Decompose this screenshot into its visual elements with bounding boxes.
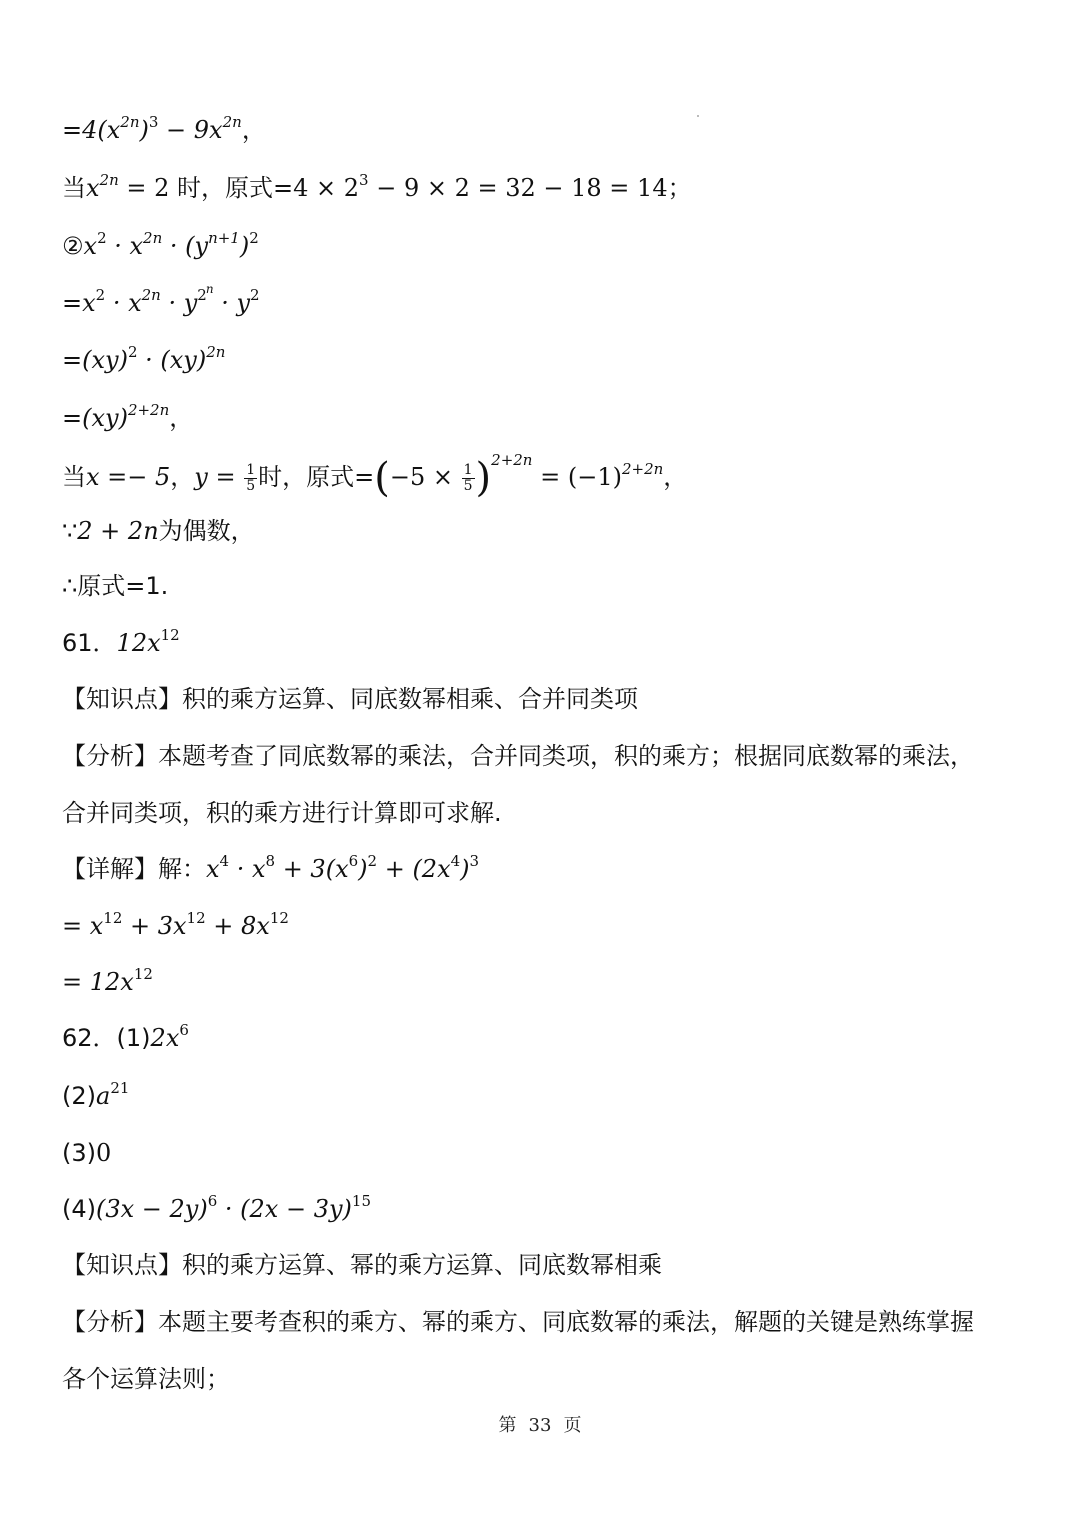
- part-number: (2): [62, 1082, 96, 1110]
- fraction: [462, 463, 475, 494]
- exponent: 2: [95, 286, 106, 304]
- analysis-62-line-2: [62, 1363, 230, 1395]
- exponent: 2+2n: [621, 460, 664, 478]
- exponent: 6: [348, 852, 359, 870]
- because-symbol: ∵: [62, 517, 78, 545]
- math: −5 ×: [389, 463, 453, 491]
- math: · (2x − 3y): [217, 1195, 352, 1223]
- math: · x: [105, 289, 142, 317]
- math: 2 + 2n: [77, 517, 159, 545]
- math: · (xy): [137, 346, 207, 374]
- exponent: 3: [148, 113, 159, 131]
- solution-61-line-1: [62, 853, 479, 885]
- math: (3x − 2y): [96, 1195, 208, 1223]
- equation-line-1: [62, 114, 266, 146]
- equation-line-6: [62, 402, 193, 434]
- fraction: [244, 463, 257, 494]
- exponent: 4: [450, 852, 461, 870]
- math: + 3(x: [275, 855, 349, 883]
- question-61-answer: [62, 627, 180, 659]
- math: · (y: [162, 232, 209, 260]
- math: 4(x: [82, 116, 121, 144]
- math: = 12x: [62, 968, 134, 996]
- equation-line-4: [62, 282, 260, 319]
- math: · y: [160, 289, 198, 317]
- math: ): [139, 116, 149, 144]
- knowledge-point-62: [62, 1249, 662, 1281]
- question-62-answer-4: [62, 1193, 371, 1225]
- scan-speck: [697, 115, 699, 117]
- question-62-answer-3: [62, 1137, 111, 1169]
- analysis-62-line-1: [62, 1306, 974, 1338]
- text: 【知识点】积的乘方运算、同底数幂相乘、合并同类项: [62, 685, 638, 713]
- math: x: [86, 174, 100, 202]
- exponent: 2: [127, 343, 138, 361]
- exponent: 3: [359, 171, 369, 189]
- text: =: [62, 404, 83, 432]
- exponent: 4: [219, 852, 230, 870]
- question-62-answer-2: [62, 1080, 129, 1112]
- footer-suffix: 页: [563, 1415, 582, 1436]
- question-number: 61．: [62, 629, 117, 657]
- math: = (−1): [532, 463, 622, 491]
- math: y =: [194, 463, 236, 491]
- text: =: [62, 346, 83, 374]
- exponent: 2: [250, 286, 260, 304]
- math: x =− 5: [86, 463, 171, 491]
- text: 各个运算法则；: [62, 1365, 230, 1393]
- math: x: [206, 855, 220, 883]
- exponent: 12: [160, 626, 180, 644]
- text-line-9: [62, 570, 168, 602]
- exponent: 21: [110, 1079, 130, 1097]
- circled-number: ②: [62, 232, 84, 260]
- equation-line-3: [62, 230, 259, 262]
- text: =: [62, 289, 83, 317]
- exponent: 2n: [143, 229, 163, 247]
- question-62-answer-1: [62, 1022, 189, 1054]
- exponent: 2: [367, 852, 378, 870]
- exponent: 12: [133, 965, 153, 983]
- analysis-61-line-2: [62, 797, 502, 829]
- text: 为偶数，: [158, 517, 255, 545]
- denominator: 5: [463, 477, 473, 494]
- solution-61-line-3: [62, 966, 153, 998]
- exponent: 12: [269, 909, 289, 927]
- exponent: 12: [103, 909, 123, 927]
- exponent: 2n: [222, 113, 242, 131]
- exponent: 2+2n: [491, 451, 533, 469]
- text: 【知识点】积的乘方运算、幂的乘方运算、同底数幂相乘: [62, 1251, 662, 1279]
- math: · y: [213, 289, 251, 317]
- text: ；: [667, 174, 692, 202]
- text: 【分析】本题考查了同底数幂的乘法，合并同类项，积的乘方；根据同底数幂的乘法，: [62, 742, 974, 770]
- analysis-61-line-1: [62, 740, 974, 772]
- exponent: 8: [265, 852, 276, 870]
- exponent: 3: [469, 852, 480, 870]
- math: 4 × 2: [293, 174, 360, 202]
- equation-line-5: [62, 344, 225, 376]
- page-number-footer: [0, 1411, 1080, 1437]
- text: ，: [241, 116, 266, 144]
- text: ，: [169, 404, 194, 432]
- exponent: 2: [197, 286, 207, 304]
- text: =: [62, 116, 83, 144]
- math: a: [96, 1082, 111, 1110]
- page-number: 33: [528, 1415, 552, 1436]
- math: ): [239, 232, 250, 260]
- equation-line-2: [62, 172, 692, 204]
- left-paren: (: [374, 455, 390, 501]
- exponent: 2+2n: [127, 401, 170, 419]
- exponent: n+1: [208, 229, 240, 247]
- exponent: 2n: [141, 286, 161, 304]
- text: 时，原式=: [258, 463, 375, 491]
- text: 合并同类项，积的乘方进行计算即可求解.: [62, 799, 502, 827]
- numerator: 1: [246, 461, 256, 478]
- numerator: 1: [463, 461, 473, 478]
- text-line-8: [62, 515, 255, 547]
- denominator: 5: [246, 477, 256, 494]
- part-number: (3): [62, 1139, 96, 1167]
- exponent: 2: [97, 229, 107, 247]
- exponent: 2n: [99, 171, 119, 189]
- math: x: [83, 232, 98, 260]
- math: 12x: [116, 629, 161, 657]
- text: 【详解】解：: [62, 855, 206, 883]
- math: 0: [96, 1139, 112, 1167]
- math: ): [358, 855, 368, 883]
- math: x: [82, 289, 96, 317]
- footer-prefix: 第: [498, 1415, 517, 1436]
- math: = 2: [118, 174, 178, 202]
- text: 当: [62, 174, 86, 202]
- exponent: 15: [351, 1192, 371, 1210]
- exponent: 2n: [120, 113, 140, 131]
- exponent: 6: [179, 1021, 189, 1039]
- text: ，: [663, 463, 688, 491]
- exponent: 12: [186, 909, 206, 927]
- math: + 8x: [205, 912, 270, 940]
- math: 2x: [150, 1024, 180, 1052]
- math: · x: [106, 232, 144, 260]
- exponent: 2: [249, 229, 259, 247]
- question-number: 62．(1): [62, 1024, 151, 1052]
- equation-line-7: [62, 451, 688, 501]
- math: + (2x: [377, 855, 451, 883]
- text: 【分析】本题主要考查积的乘方、幂的乘方、同底数幂的乘法，解题的关键是熟练掌握: [62, 1308, 974, 1336]
- text: 当: [62, 463, 86, 491]
- exponent: 2n: [206, 343, 226, 361]
- math: = x: [62, 912, 104, 940]
- math: − 9x: [158, 116, 223, 144]
- math: + 3x: [122, 912, 187, 940]
- solution-61-line-2: [62, 910, 289, 942]
- math: ): [460, 855, 470, 883]
- exponent: n: [205, 282, 214, 296]
- part-number: (4): [62, 1195, 96, 1223]
- right-paren: ): [475, 455, 492, 501]
- math: (xy): [82, 404, 128, 432]
- text: ∴原式=1.: [62, 572, 169, 600]
- math: · x: [229, 855, 266, 883]
- text: ，: [170, 463, 195, 491]
- math: − 9 × 2 = 32 − 18 = 14: [368, 174, 668, 202]
- exponent: 6: [207, 1192, 218, 1210]
- knowledge-point-61: [62, 683, 638, 715]
- text: 时，原式=: [177, 174, 294, 202]
- math: (xy): [82, 346, 128, 374]
